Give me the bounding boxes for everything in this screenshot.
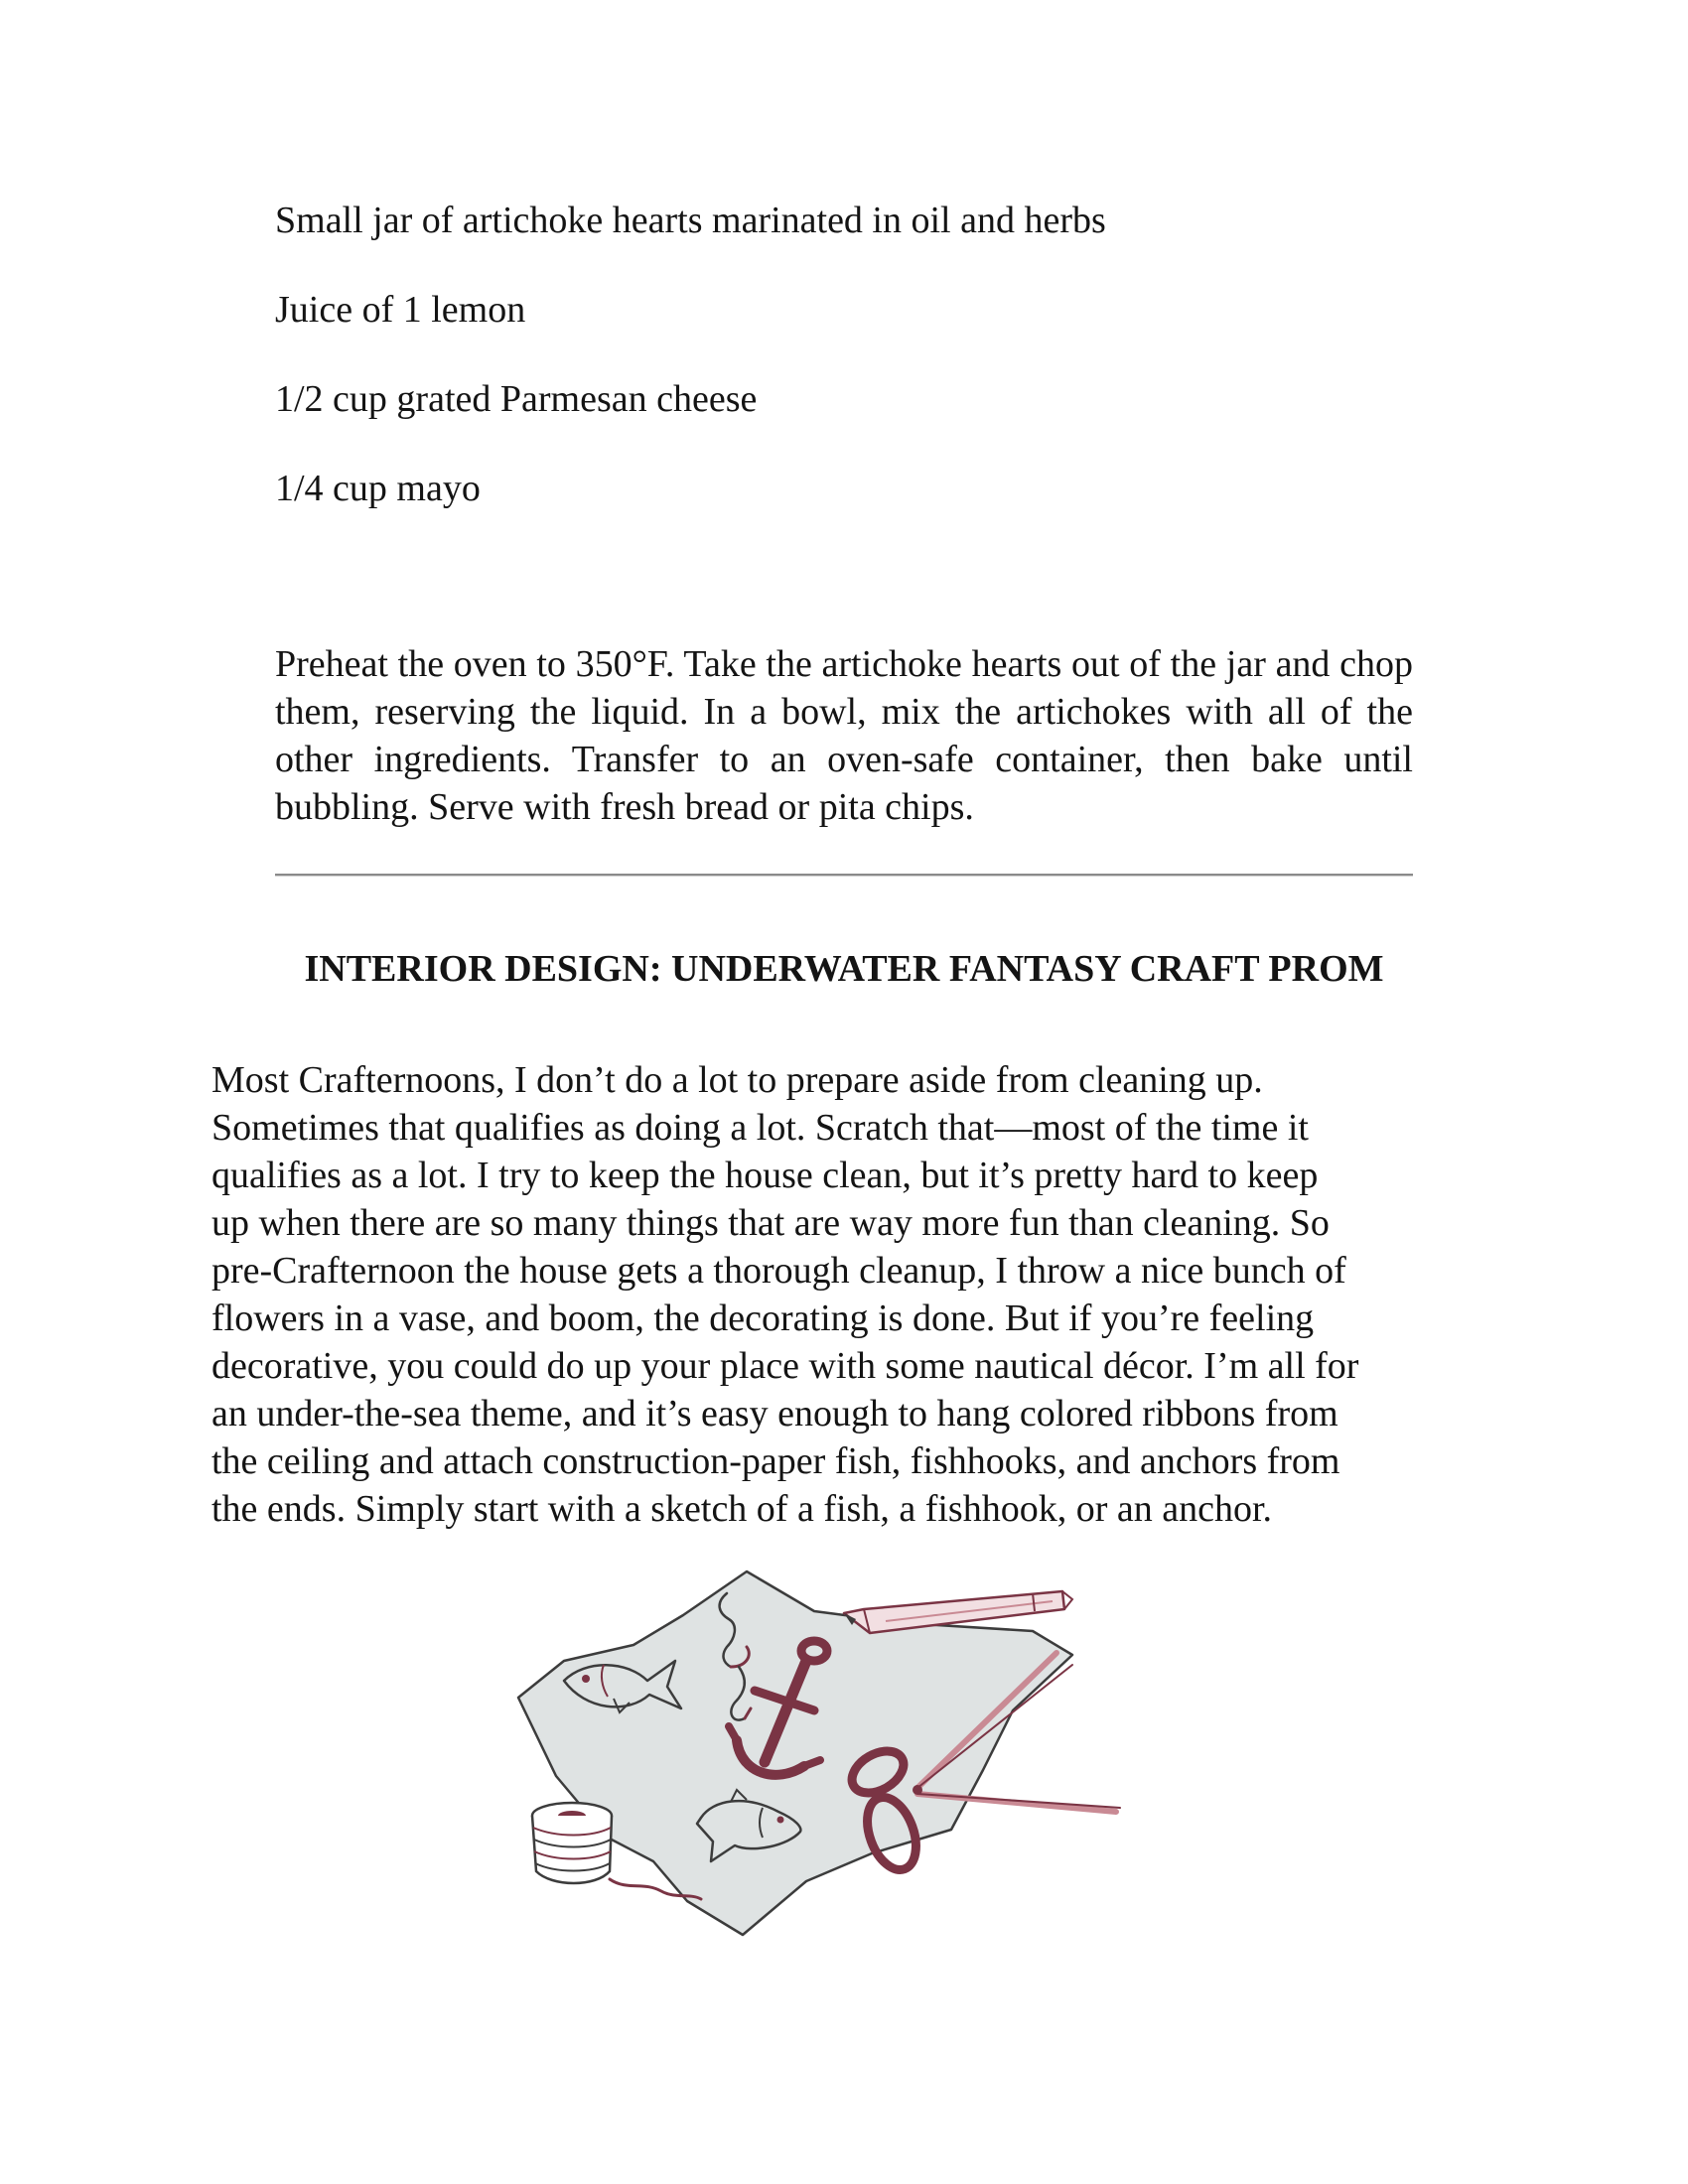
craft-illustration	[516, 1564, 1162, 1941]
ingredient-item: Juice of 1 lemon	[275, 289, 526, 331]
body-line: qualifies as a lot. I try to keep the house clean, but it’s pretty hard to keep	[211, 1155, 1319, 1196]
body-line: pre-Crafternoon the house gets a thorough cleanup, I throw a nice bunch of	[211, 1250, 1346, 1292]
ingredient-item: 1/4 cup mayo	[275, 468, 481, 509]
ingredient-item: Small jar of artichoke hearts marinated in oil and herbs	[275, 200, 1106, 241]
body-line: flowers in a vase, and boom, the decorating is done. But if you’re feeling	[211, 1297, 1315, 1339]
body-line: up when there are so many things that are way more fun than cleaning. So	[211, 1202, 1330, 1244]
ingredient-list	[275, 195, 1467, 552]
paper-sheet	[518, 1571, 1072, 1935]
recipe-method: Preheat the oven to 350°F. Take the artichoke hearts out of the jar and chop them, reserving the liquid. In a bowl, mix the artichokes with all of the other ingredients. Transfer to an oven-safe container, then bake until bubbling. Serve with fresh bread or pita chips.	[275, 643, 1413, 828]
body-line: Sometimes that qualifies as doing a lot. Scratch that—most of the time it	[211, 1107, 1309, 1149]
body-line: an under-the-sea theme, and it’s easy enough to hang colored ribbons from	[211, 1393, 1338, 1434]
body-line: the ceiling and attach construction-paper fish, fishhooks, and anchors from	[211, 1440, 1340, 1482]
body-line: Most Crafternoons, I don’t do a lot to prepare aside from cleaning up.	[211, 1059, 1263, 1101]
ingredient-item: 1/2 cup grated Parmesan cheese	[275, 378, 758, 420]
section-divider	[275, 874, 1413, 877]
section-body	[211, 1056, 1492, 1533]
body-line: decorative, you could do up your place with some nautical décor. I’m all for	[211, 1345, 1359, 1387]
body-line: the ends. Simply start with a sketch of a fish, a fishhook, or an anchor.	[211, 1488, 1273, 1530]
section-heading: INTERIOR DESIGN: UNDERWATER FANTASY CRAFT PROM	[304, 948, 1384, 990]
